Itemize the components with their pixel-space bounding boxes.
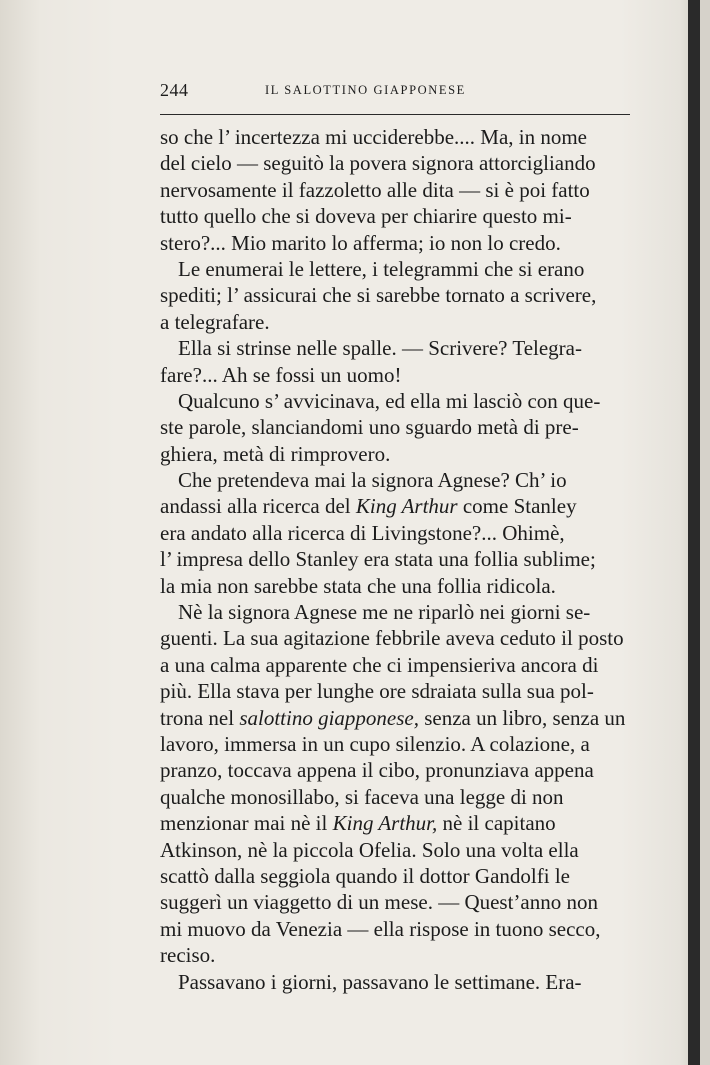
text-line: Atkinson, nè la piccola Ofelia. Solo una volta ella xyxy=(160,837,579,862)
text-line: nervosamente il fazzoletto alle dita — si è poi fatto xyxy=(160,177,590,202)
text-line: del cielo — seguitò la povera signora attorcigliando xyxy=(160,151,596,176)
text-line: la mia non sarebbe stata che una follia ridicola. xyxy=(160,573,556,598)
text-line: a telegrafare. xyxy=(160,309,270,334)
text-segment: nè il capitano xyxy=(437,811,556,836)
text-line: lavoro, immersa in un cupo silenzio. A colazione, a xyxy=(160,731,590,756)
text-line: so che l’ incertezza mi ucciderebbe.... Ma, in nome xyxy=(160,125,588,149)
text-line: Ella si strinse nelle spalle. — Scrivere? Telegra- xyxy=(178,336,582,361)
text-line: l’ impresa dello Stanley era stata una follia sublime; xyxy=(160,547,596,572)
page-number: 244 xyxy=(160,80,189,100)
text-line: Che pretendeva mai la signora Agnese? Ch’ io xyxy=(178,468,567,493)
italic-title: King Arthur, xyxy=(332,811,438,836)
text-segment: come Stanley xyxy=(457,494,577,519)
text-segment: senza un libro, senza un xyxy=(418,705,626,730)
text-line: scattò dalla seggiola quando il dottor Gandolfi le xyxy=(160,863,570,888)
text-line: a una calma apparente che ci impensieriva ancora di xyxy=(160,652,599,677)
text-line xyxy=(160,705,650,731)
text-line: Nè la signora Agnese me ne riparlò nei giorni se- xyxy=(178,600,591,625)
body-text xyxy=(160,124,650,995)
binding-edge xyxy=(688,0,700,1065)
text-line xyxy=(160,493,650,519)
text-line: era andato alla ricerca di Livingstone?... Ohimè, xyxy=(160,520,565,545)
text-segment: trona nel xyxy=(160,705,240,730)
text-line: tutto quello che si doveva per chiarire questo mi- xyxy=(160,204,572,229)
page-gutter xyxy=(700,0,710,1065)
text-line: Qualcuno s’ avvicinava, ed ella mi lasciò con que- xyxy=(178,388,601,413)
text-line: reciso. xyxy=(160,943,216,968)
text-line: Passavano i giorni, passavano le settimane. Era- xyxy=(178,969,582,994)
text-line: più. Ella stava per lunghe ore sdraiata sulla sua pol- xyxy=(160,679,594,704)
text-line: spediti; l’ assicurai che si sarebbe tornato a scrivere, xyxy=(160,283,597,308)
header-rule xyxy=(160,114,630,115)
text-line xyxy=(160,810,650,836)
text-line: ste parole, slanciandomi uno sguardo metà di pre- xyxy=(160,415,579,440)
text-line: Le enumerai le lettere, i telegrammi che si erano xyxy=(178,256,585,281)
text-line: suggerì un viaggetto di un mese. — Quest’anno non xyxy=(160,890,599,915)
text-segment: menzionar mai nè il xyxy=(160,811,333,836)
text-line: pranzo, toccava appena il cibo, pronunziava appena xyxy=(160,758,594,783)
text-line: guenti. La sua agitazione febbrile aveva ceduto il posto xyxy=(160,626,624,651)
text-line: fare?... Ah se fossi un uomo! xyxy=(160,362,402,387)
text-line: qualche monosillabo, si faceva una legge di non xyxy=(160,784,564,809)
italic-title: salottino giapponese, xyxy=(239,705,419,730)
page-header xyxy=(160,80,630,104)
text-line: ghiera, metà di rimprovero. xyxy=(160,441,391,466)
italic-title: King Arthur xyxy=(355,494,458,519)
text-segment: andassi alla ricerca del xyxy=(160,494,356,519)
running-head: IL SALOTTINO GIAPPONESE xyxy=(265,83,466,97)
text-line: stero?... Mio marito lo afferma; io non lo credo. xyxy=(160,230,561,255)
text-line: mi muovo da Venezia — ella rispose in tuono secco, xyxy=(160,916,601,941)
